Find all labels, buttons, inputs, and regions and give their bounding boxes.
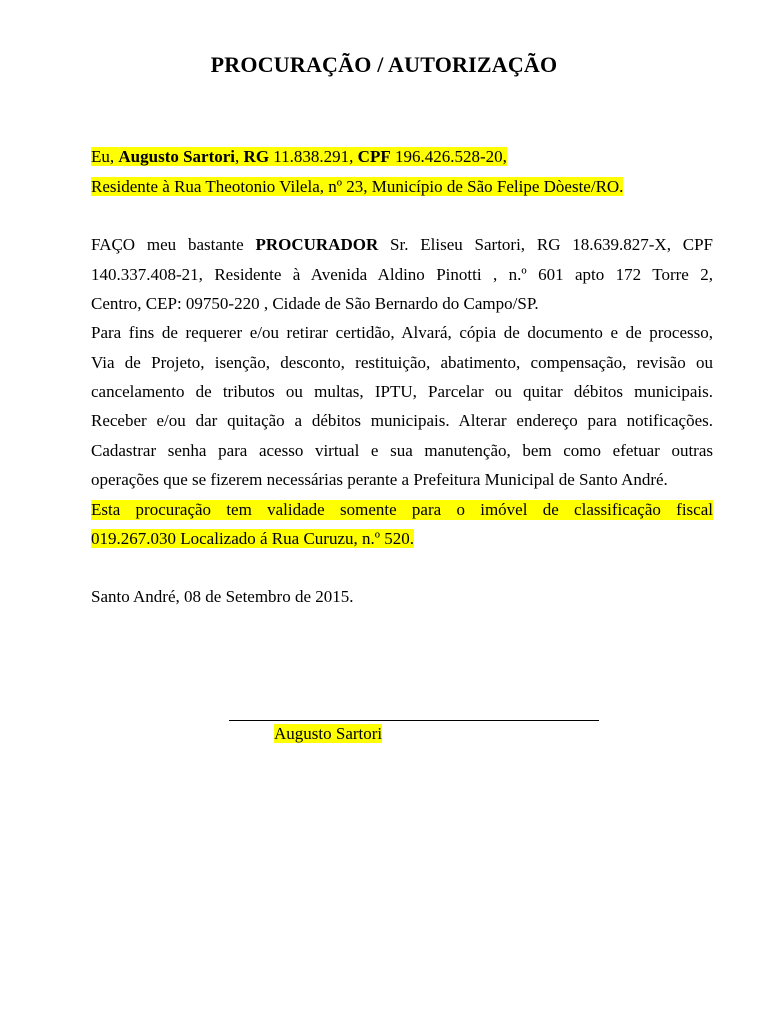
powers-line: Para fins de requerer e/ou retirar certidão, Alvará, cópia de documento e de processo,: [91, 323, 713, 342]
powers-line: operações que se fizerem necessárias perante a Prefeitura Municipal de Santo André.: [91, 470, 668, 489]
validity-line-1: Esta procuração tem validade somente para o imóvel de classificação fiscal: [91, 500, 713, 519]
grantor-name: Augusto Sartori: [118, 147, 236, 166]
place-date: Santo André, 08 de Setembro de 2015.: [91, 587, 354, 606]
grantor-prefix: Eu,: [91, 147, 119, 166]
attorney-details: Sr. Eliseu Sartori, RG 18.639.827-X, CPF: [378, 235, 713, 254]
attorney-line-2: 140.337.408-21, Residente à Avenida Aldino Pinotti , n.º 601 apto 172 Torre 2,: [91, 265, 713, 284]
document-title: PROCURAÇÃO / AUTORIZAÇÃO: [210, 52, 558, 77]
signature-name-wrap: [274, 724, 382, 744]
signature-line: [229, 720, 599, 721]
grantor-separator: ,: [235, 147, 244, 166]
attorney-prefix: FAÇO meu bastante: [91, 235, 256, 254]
grantor-cpf-value: 196.426.528-20,: [390, 147, 507, 166]
validity-line-2: 019.267.030 Localizado á Rua Curuzu, n.º 520.: [91, 529, 415, 548]
powers-line: Receber e/ou dar quitação a débitos municipais. Alterar endereço para notificações.: [91, 411, 713, 430]
grantor-highlight: [91, 147, 507, 166]
validity-line-2-wrap: [91, 529, 713, 549]
signature-name: Augusto Sartori: [274, 724, 383, 743]
attorney-line-3: Centro, CEP: 09750-220 , Cidade de São Bernardo do Campo/SP.: [91, 294, 539, 313]
grantor-cpf-label: CPF: [357, 147, 391, 166]
attorney-label: PROCURADOR: [255, 235, 379, 254]
powers-line: Via de Projeto, isenção, desconto, restituição, abatimento, compensação, revisão ou: [91, 353, 713, 372]
grantor-rg-value: 11.838.291,: [269, 147, 358, 166]
grantor-rg-label: RG: [243, 147, 270, 166]
powers-line: Cadastrar senha para acesso virtual e sua manutenção, bem como efetuar outras: [91, 441, 713, 460]
powers-line: cancelamento de tributos ou multas, IPTU, Parcelar ou quitar débitos municipais.: [91, 382, 713, 401]
grantor-residence: Residente à Rua Theotonio Vilela, nº 23, Município de São Felipe Dòeste/RO.: [91, 177, 624, 196]
attorney-line-1: [91, 235, 713, 255]
grantor-residence-line: [91, 177, 713, 197]
grantor-line: [91, 147, 713, 167]
